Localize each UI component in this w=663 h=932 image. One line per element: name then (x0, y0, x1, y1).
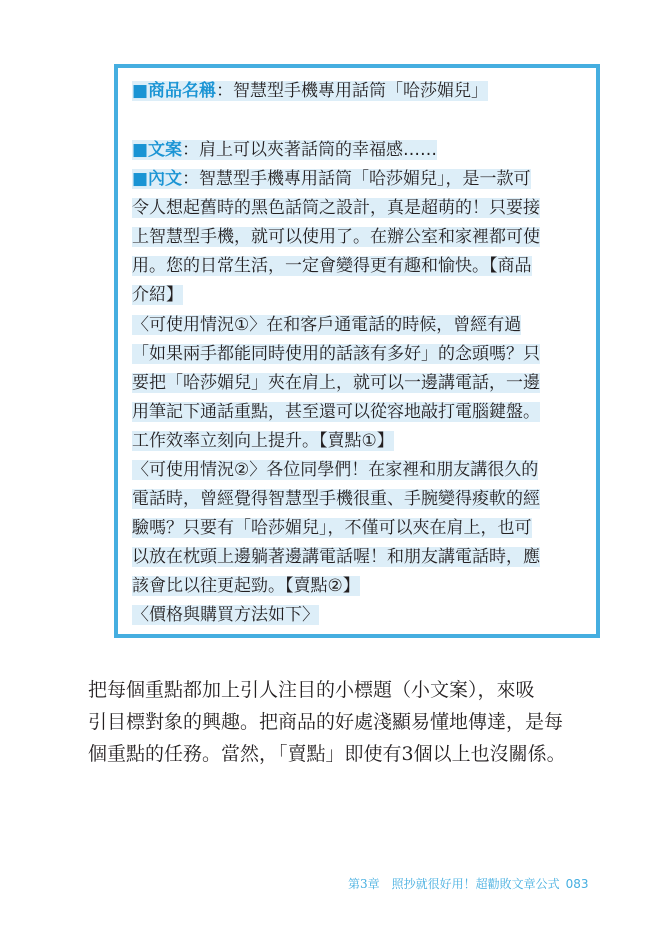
chapter-title: 第3章 照抄就很好用！超勸敗文章公式 (348, 877, 560, 891)
body-line-text: ：智慧型手機專用話筒「哈莎媚兒」，是一款可 (182, 169, 531, 189)
body-line (132, 456, 538, 484)
copy-line (132, 136, 437, 164)
body-line (132, 427, 394, 455)
body-line (132, 311, 521, 339)
body-line (132, 601, 319, 629)
body-marker: ■內文 (132, 169, 183, 189)
body-line (132, 514, 532, 542)
body-line-text: 工作效率立刻向上提升。【賣點①】 (132, 431, 394, 451)
paragraph-line: 把每個重點都加上引人注目的小標題（小文案），來吸 (88, 679, 535, 701)
product-name-text: ：智慧型手機專用話筒「哈莎媚兒」 (216, 81, 489, 101)
body-line-text: 〈價格與購買方法如下〉 (132, 605, 319, 625)
product-name-line (132, 77, 488, 105)
body-line-text: 電話時，曾經覺得智慧型手機很重、手腕變得痠軟的經 (132, 489, 540, 509)
body-line (132, 281, 183, 309)
body-line-text: 用筆記下通話重點，甚至還可以從容地敲打電腦鍵盤。 (132, 402, 540, 422)
body-line-text: 〈可使用情況①〉在和客戶通電話的時候，曾經有過 (132, 315, 522, 335)
body-line (132, 194, 540, 222)
page-number: 083 (565, 877, 589, 891)
body-line-text: 驗嗎？只要有「哈莎媚兒」，不僅可以夾在肩上，也可 (132, 518, 532, 538)
body-line-text: 〈可使用情況②〉各位同學們！在家裡和朋友講很久的 (132, 460, 539, 480)
body-line (132, 572, 360, 600)
body-line-text: 令人想起舊時的黑色話筒之設計，真是超萌的！只要接 (132, 198, 540, 218)
body-line (132, 369, 540, 397)
body-line (132, 223, 540, 251)
product-name-marker: ■商品名稱 (132, 81, 217, 101)
body-line-text: 「如果兩手都能同時使用的話該有多好」的念頭嗎？只 (132, 344, 540, 364)
body-line (132, 165, 531, 193)
body-line-text: 該會比以往更起勁。【賣點②】 (132, 576, 360, 596)
copy-marker: ■文案 (132, 140, 183, 160)
paragraph-line: 引目標對象的興趣。把商品的好處淺顯易懂地傳達，是每 (88, 711, 564, 733)
body-line-text: 用。您的日常生活，一定會變得更有趣和愉快。【商品 (132, 256, 532, 276)
body-line-text: 上智慧型手機，就可以使用了。在辦公室和家裡都可使 (132, 227, 540, 247)
body-line-text: 要把「哈莎媚兒」夾在肩上，就可以一邊講電話，一邊 (132, 373, 540, 393)
body-line (132, 543, 540, 571)
body-line (132, 485, 540, 513)
body-line-text: 介紹】 (132, 285, 183, 305)
body-line (132, 340, 540, 368)
body-line-text: 以放在枕頭上邊躺著邊講電話喔！和朋友講電話時，應 (132, 547, 540, 567)
body-line (132, 252, 532, 280)
paragraph-line: 個重點的任務。當然，「賣點」即使有3個以上也沒關係。 (88, 743, 566, 765)
body-line (132, 398, 540, 426)
copy-text: ：肩上可以夾著話筒的幸福感…… (182, 140, 438, 160)
page-footer (348, 874, 589, 894)
